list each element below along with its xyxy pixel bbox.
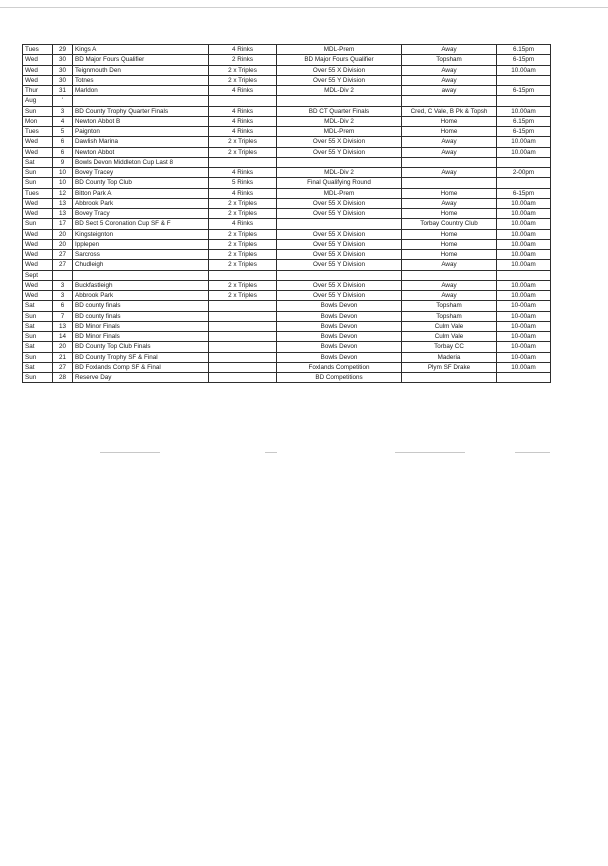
cell-competition: MDL-Div 2 [277, 86, 402, 96]
cell-competition: Bowls Devon [277, 301, 402, 311]
cell-competition: Over 55 Y Division [277, 291, 402, 301]
cell-opponent: Buckfastleigh [73, 280, 209, 290]
cell-time: 10.00am [497, 362, 551, 372]
cell-venue: Plym SF Drake [402, 362, 497, 372]
cell-venue: Away [402, 45, 497, 55]
cell-time [497, 270, 551, 280]
cell-opponent: Totnes [73, 75, 209, 85]
cell-opponent: Kingsteignton [73, 229, 209, 239]
cell-date: 31 [53, 86, 73, 96]
cell-date: 12 [53, 188, 73, 198]
cell-venue: Topsham [402, 55, 497, 65]
cell-date: 20 [53, 342, 73, 352]
cell-opponent: Newton Abbot [73, 147, 209, 157]
cell-competition: Over 55 X Division [277, 198, 402, 208]
cell-time: 10.00am [497, 137, 551, 147]
cell-day: Sun [23, 332, 53, 342]
cell-day: Tues [23, 127, 53, 137]
cell-venue: Away [402, 75, 497, 85]
cell-time: 6-15pm [497, 86, 551, 96]
cell-venue: Away [402, 198, 497, 208]
table-row [23, 106, 551, 116]
cell-date [53, 270, 73, 280]
cell-venue: Culm Vale [402, 332, 497, 342]
cell-competition: Over 55 Y Division [277, 260, 402, 270]
cell-time [497, 157, 551, 167]
cell-venue: Away [402, 147, 497, 157]
cell-day: Wed [23, 147, 53, 157]
table-row [23, 352, 551, 362]
table-row [23, 291, 551, 301]
cell-date: 4 [53, 116, 73, 126]
cell-competition: Over 55 Y Division [277, 147, 402, 157]
cell-time: 10.00am [497, 209, 551, 219]
cell-day: Sun [23, 352, 53, 362]
cell-opponent: BD County Trophy Quarter Finals [73, 106, 209, 116]
cell-day: Sat [23, 362, 53, 372]
cell-day: Sun [23, 311, 53, 321]
cell-time: 10-00am [497, 332, 551, 342]
cell-venue: Away [402, 291, 497, 301]
cell-time: 10.00am [497, 280, 551, 290]
cell-time: 10-00am [497, 342, 551, 352]
cell-competition: MDL-Prem [277, 188, 402, 198]
cell-venue: Home [402, 188, 497, 198]
cell-date: 14 [53, 332, 73, 342]
cell-venue: Home [402, 239, 497, 249]
cell-day: Sun [23, 168, 53, 178]
cell-date: 3 [53, 280, 73, 290]
cell-format [209, 157, 277, 167]
table-row [23, 270, 551, 280]
cell-format [209, 311, 277, 321]
cell-opponent: BD Major Fours Qualifier [73, 55, 209, 65]
cell-time: 6-15pm [497, 55, 551, 65]
cell-date: 5 [53, 127, 73, 137]
cell-venue: Torbay Country Club [402, 219, 497, 229]
cell-date: 3 [53, 106, 73, 116]
cell-competition: Bowls Devon [277, 352, 402, 362]
cell-opponent: BD County Top Club [73, 178, 209, 188]
cell-venue: Topsham [402, 301, 497, 311]
cell-day: Wed [23, 209, 53, 219]
cell-opponent: BD Sect 5 Coronation Cup SF & F [73, 219, 209, 229]
cell-day: Sun [23, 178, 53, 188]
cell-day: Sat [23, 342, 53, 352]
cell-date: 6 [53, 147, 73, 157]
cell-competition: BD Major Fours Qualifier [277, 55, 402, 65]
cell-venue: Away [402, 280, 497, 290]
cell-date: 9 [53, 157, 73, 167]
cell-opponent: BD county finals [73, 311, 209, 321]
cell-competition: Bowls Devon [277, 332, 402, 342]
cell-time: 10-00am [497, 352, 551, 362]
cell-date: ' [53, 96, 73, 106]
cell-time: 10.00am [497, 291, 551, 301]
cell-date: 20 [53, 239, 73, 249]
cell-venue: Away [402, 137, 497, 147]
cell-format: 2 x Triples [209, 147, 277, 157]
cell-venue: Home [402, 127, 497, 137]
cell-date: 13 [53, 321, 73, 331]
cell-day: Wed [23, 55, 53, 65]
cell-format: 2 x Triples [209, 280, 277, 290]
cell-competition: Over 55 X Division [277, 250, 402, 260]
cell-time: 6-15pm [497, 188, 551, 198]
cell-opponent: Bovey Tracey [73, 168, 209, 178]
cell-time: 10.00am [497, 229, 551, 239]
cell-competition: Over 55 Y Division [277, 239, 402, 249]
table-row [23, 168, 551, 178]
scan-edge-line [0, 7, 608, 8]
cell-competition: MDL-Prem [277, 127, 402, 137]
table-row [23, 362, 551, 372]
cell-competition [277, 157, 402, 167]
table-row [23, 86, 551, 96]
table-row [23, 321, 551, 331]
table-row [23, 239, 551, 249]
cell-time: 10.00am [497, 65, 551, 75]
cell-day: Wed [23, 239, 53, 249]
cell-date: 10 [53, 168, 73, 178]
cell-time: 6.15pm [497, 45, 551, 55]
cell-date: 30 [53, 75, 73, 85]
cell-format: 4 Rinks [209, 86, 277, 96]
cell-venue: Torbay CC [402, 342, 497, 352]
cell-venue: Culm Vale [402, 321, 497, 331]
cell-opponent: BD county finals [73, 301, 209, 311]
cell-day: Sat [23, 301, 53, 311]
cell-format: 2 x Triples [209, 198, 277, 208]
cell-competition: MDL-Div 2 [277, 168, 402, 178]
cell-time: 10-00am [497, 311, 551, 321]
cell-format: 2 x Triples [209, 229, 277, 239]
cell-time [497, 75, 551, 85]
cell-venue: Topsham [402, 311, 497, 321]
cell-opponent: Dawlish Marina [73, 137, 209, 147]
table-row [23, 178, 551, 188]
cell-opponent: Bowls Devon Middleton Cup Last 8 [73, 157, 209, 167]
cell-day: Mon [23, 116, 53, 126]
cell-venue: Cred, C Vale, B Pk & Topsh [402, 106, 497, 116]
cell-format [209, 342, 277, 352]
cell-time: 10.00am [497, 250, 551, 260]
table-row [23, 198, 551, 208]
table-row [23, 116, 551, 126]
cell-day: Wed [23, 137, 53, 147]
scan-artifact [395, 452, 465, 453]
table-row [23, 332, 551, 342]
cell-date: 27 [53, 362, 73, 372]
cell-day: Wed [23, 198, 53, 208]
cell-opponent: BD Minor Finals [73, 321, 209, 331]
cell-opponent: Chudleigh [73, 260, 209, 270]
cell-time: 10.00am [497, 106, 551, 116]
table-row [23, 250, 551, 260]
cell-format [209, 96, 277, 106]
cell-format: 4 Rinks [209, 106, 277, 116]
table-row [23, 55, 551, 65]
cell-format: 2 x Triples [209, 137, 277, 147]
cell-time [497, 96, 551, 106]
cell-competition: Final Qualifying Round [277, 178, 402, 188]
cell-day: Wed [23, 250, 53, 260]
table-row [23, 301, 551, 311]
cell-day: Sun [23, 373, 53, 383]
cell-competition: Over 55 Y Division [277, 75, 402, 85]
cell-format: 4 Rinks [209, 45, 277, 55]
cell-opponent: Newton Abbot B [73, 116, 209, 126]
cell-competition: BD Competitions [277, 373, 402, 383]
cell-date: 3 [53, 291, 73, 301]
cell-venue: Home [402, 229, 497, 239]
table-row [23, 147, 551, 157]
cell-date: 6 [53, 137, 73, 147]
cell-day: Tues [23, 45, 53, 55]
cell-day: Sun [23, 219, 53, 229]
scan-artifact [515, 452, 550, 453]
cell-format: 2 x Triples [209, 260, 277, 270]
cell-venue [402, 96, 497, 106]
cell-venue: Away [402, 65, 497, 75]
cell-day: Wed [23, 280, 53, 290]
cell-date: 7 [53, 311, 73, 321]
cell-date: 30 [53, 55, 73, 65]
cell-format [209, 352, 277, 362]
cell-venue: Home [402, 250, 497, 260]
cell-date: 29 [53, 45, 73, 55]
cell-competition: Bowls Devon [277, 342, 402, 352]
cell-opponent: Reserve Day [73, 373, 209, 383]
cell-opponent: Paignton [73, 127, 209, 137]
fixtures-body [23, 45, 551, 383]
cell-format [209, 332, 277, 342]
cell-format: 2 x Triples [209, 75, 277, 85]
table-row [23, 45, 551, 55]
cell-competition: Bowls Devon [277, 321, 402, 331]
cell-venue: Away [402, 260, 497, 270]
cell-date: 6 [53, 301, 73, 311]
cell-competition: Over 55 X Division [277, 280, 402, 290]
cell-venue: Home [402, 116, 497, 126]
cell-venue [402, 157, 497, 167]
cell-date: 30 [53, 65, 73, 75]
cell-date: 21 [53, 352, 73, 362]
scan-artifact [265, 452, 277, 453]
cell-format: 4 Rinks [209, 127, 277, 137]
cell-opponent: BD County Trophy SF & Final [73, 352, 209, 362]
table-row [23, 209, 551, 219]
cell-day: Sat [23, 157, 53, 167]
cell-format: 4 Rinks [209, 168, 277, 178]
table-row [23, 96, 551, 106]
cell-format: 2 x Triples [209, 239, 277, 249]
cell-time: 2-00pm [497, 168, 551, 178]
table-row [23, 229, 551, 239]
cell-day: Tues [23, 188, 53, 198]
cell-time: 10.00am [497, 147, 551, 157]
table-row [23, 75, 551, 85]
scan-artifact [100, 452, 160, 453]
table-row [23, 65, 551, 75]
cell-date: 28 [53, 373, 73, 383]
cell-competition: BD CT Quarter Finals [277, 106, 402, 116]
cell-opponent: Marldon [73, 86, 209, 96]
cell-format: 2 x Triples [209, 291, 277, 301]
cell-format: 4 Rinks [209, 219, 277, 229]
table-row [23, 157, 551, 167]
cell-competition: Over 55 X Division [277, 65, 402, 75]
cell-time: 10.00am [497, 198, 551, 208]
table-row [23, 219, 551, 229]
cell-day: Thur [23, 86, 53, 96]
cell-venue: Away [402, 168, 497, 178]
cell-venue [402, 373, 497, 383]
cell-competition: MDL-Div 2 [277, 116, 402, 126]
cell-date: 27 [53, 250, 73, 260]
table-row [23, 311, 551, 321]
cell-time: 10.00am [497, 260, 551, 270]
cell-date: 13 [53, 209, 73, 219]
cell-competition [277, 219, 402, 229]
cell-time [497, 178, 551, 188]
cell-format [209, 373, 277, 383]
table-row [23, 127, 551, 137]
cell-opponent: BD Minor Finals [73, 332, 209, 342]
cell-competition: MDL-Prem [277, 45, 402, 55]
cell-day: Wed [23, 291, 53, 301]
cell-format: 5 Rinks [209, 178, 277, 188]
table-row [23, 137, 551, 147]
cell-competition: Over 55 Y Division [277, 209, 402, 219]
cell-day: Wed [23, 260, 53, 270]
cell-format [209, 270, 277, 280]
cell-time: 6.15pm [497, 116, 551, 126]
cell-day: Wed [23, 229, 53, 239]
cell-opponent: Ipplepen [73, 239, 209, 249]
cell-opponent: Bitton Park A [73, 188, 209, 198]
table-row [23, 280, 551, 290]
cell-date: 13 [53, 198, 73, 208]
cell-format: 2 x Triples [209, 65, 277, 75]
cell-format: 2 x Triples [209, 250, 277, 260]
cell-opponent: BD County Top Club Finals [73, 342, 209, 352]
cell-competition: Bowls Devon [277, 311, 402, 321]
cell-opponent: Abbrook Park [73, 291, 209, 301]
cell-time: 6-15pm [497, 127, 551, 137]
cell-venue: Home [402, 209, 497, 219]
cell-format: 4 Rinks [209, 116, 277, 126]
cell-time: 10.00am [497, 239, 551, 249]
cell-opponent: Kings A [73, 45, 209, 55]
cell-competition: Foxlands Competition [277, 362, 402, 372]
cell-opponent: Sarcross [73, 250, 209, 260]
table-row [23, 188, 551, 198]
table-row [23, 342, 551, 352]
cell-competition [277, 270, 402, 280]
cell-competition: Over 55 X Division [277, 137, 402, 147]
cell-format: 2 x Triples [209, 209, 277, 219]
fixtures-table [22, 44, 551, 383]
cell-day: Sun [23, 106, 53, 116]
cell-day: Wed [23, 75, 53, 85]
cell-format [209, 362, 277, 372]
cell-opponent: Bovey Tracy [73, 209, 209, 219]
cell-date: 20 [53, 229, 73, 239]
cell-time: 10-00am [497, 301, 551, 311]
cell-format: 2 Rinks [209, 55, 277, 65]
cell-day: Sat [23, 321, 53, 331]
cell-format [209, 301, 277, 311]
cell-venue: away [402, 86, 497, 96]
cell-format: 4 Rinks [209, 188, 277, 198]
cell-competition: Over 55 X Division [277, 229, 402, 239]
cell-venue: Maderia [402, 352, 497, 362]
cell-venue [402, 270, 497, 280]
cell-opponent: Teignmouth Den [73, 65, 209, 75]
cell-venue [402, 178, 497, 188]
cell-day: Aug [23, 96, 53, 106]
cell-date: 27 [53, 260, 73, 270]
cell-day: Wed [23, 65, 53, 75]
table-row [23, 260, 551, 270]
cell-time: 10-00am [497, 321, 551, 331]
cell-date: 10 [53, 178, 73, 188]
cell-competition [277, 96, 402, 106]
cell-day: Sept [23, 270, 53, 280]
cell-opponent: BD Foxlands Comp SF & Final [73, 362, 209, 372]
cell-format [209, 321, 277, 331]
cell-date: 17 [53, 219, 73, 229]
cell-opponent [73, 270, 209, 280]
cell-time [497, 373, 551, 383]
cell-time: 10.00am [497, 219, 551, 229]
table-row [23, 373, 551, 383]
cell-opponent: Abbrook Park [73, 198, 209, 208]
cell-opponent [73, 96, 209, 106]
